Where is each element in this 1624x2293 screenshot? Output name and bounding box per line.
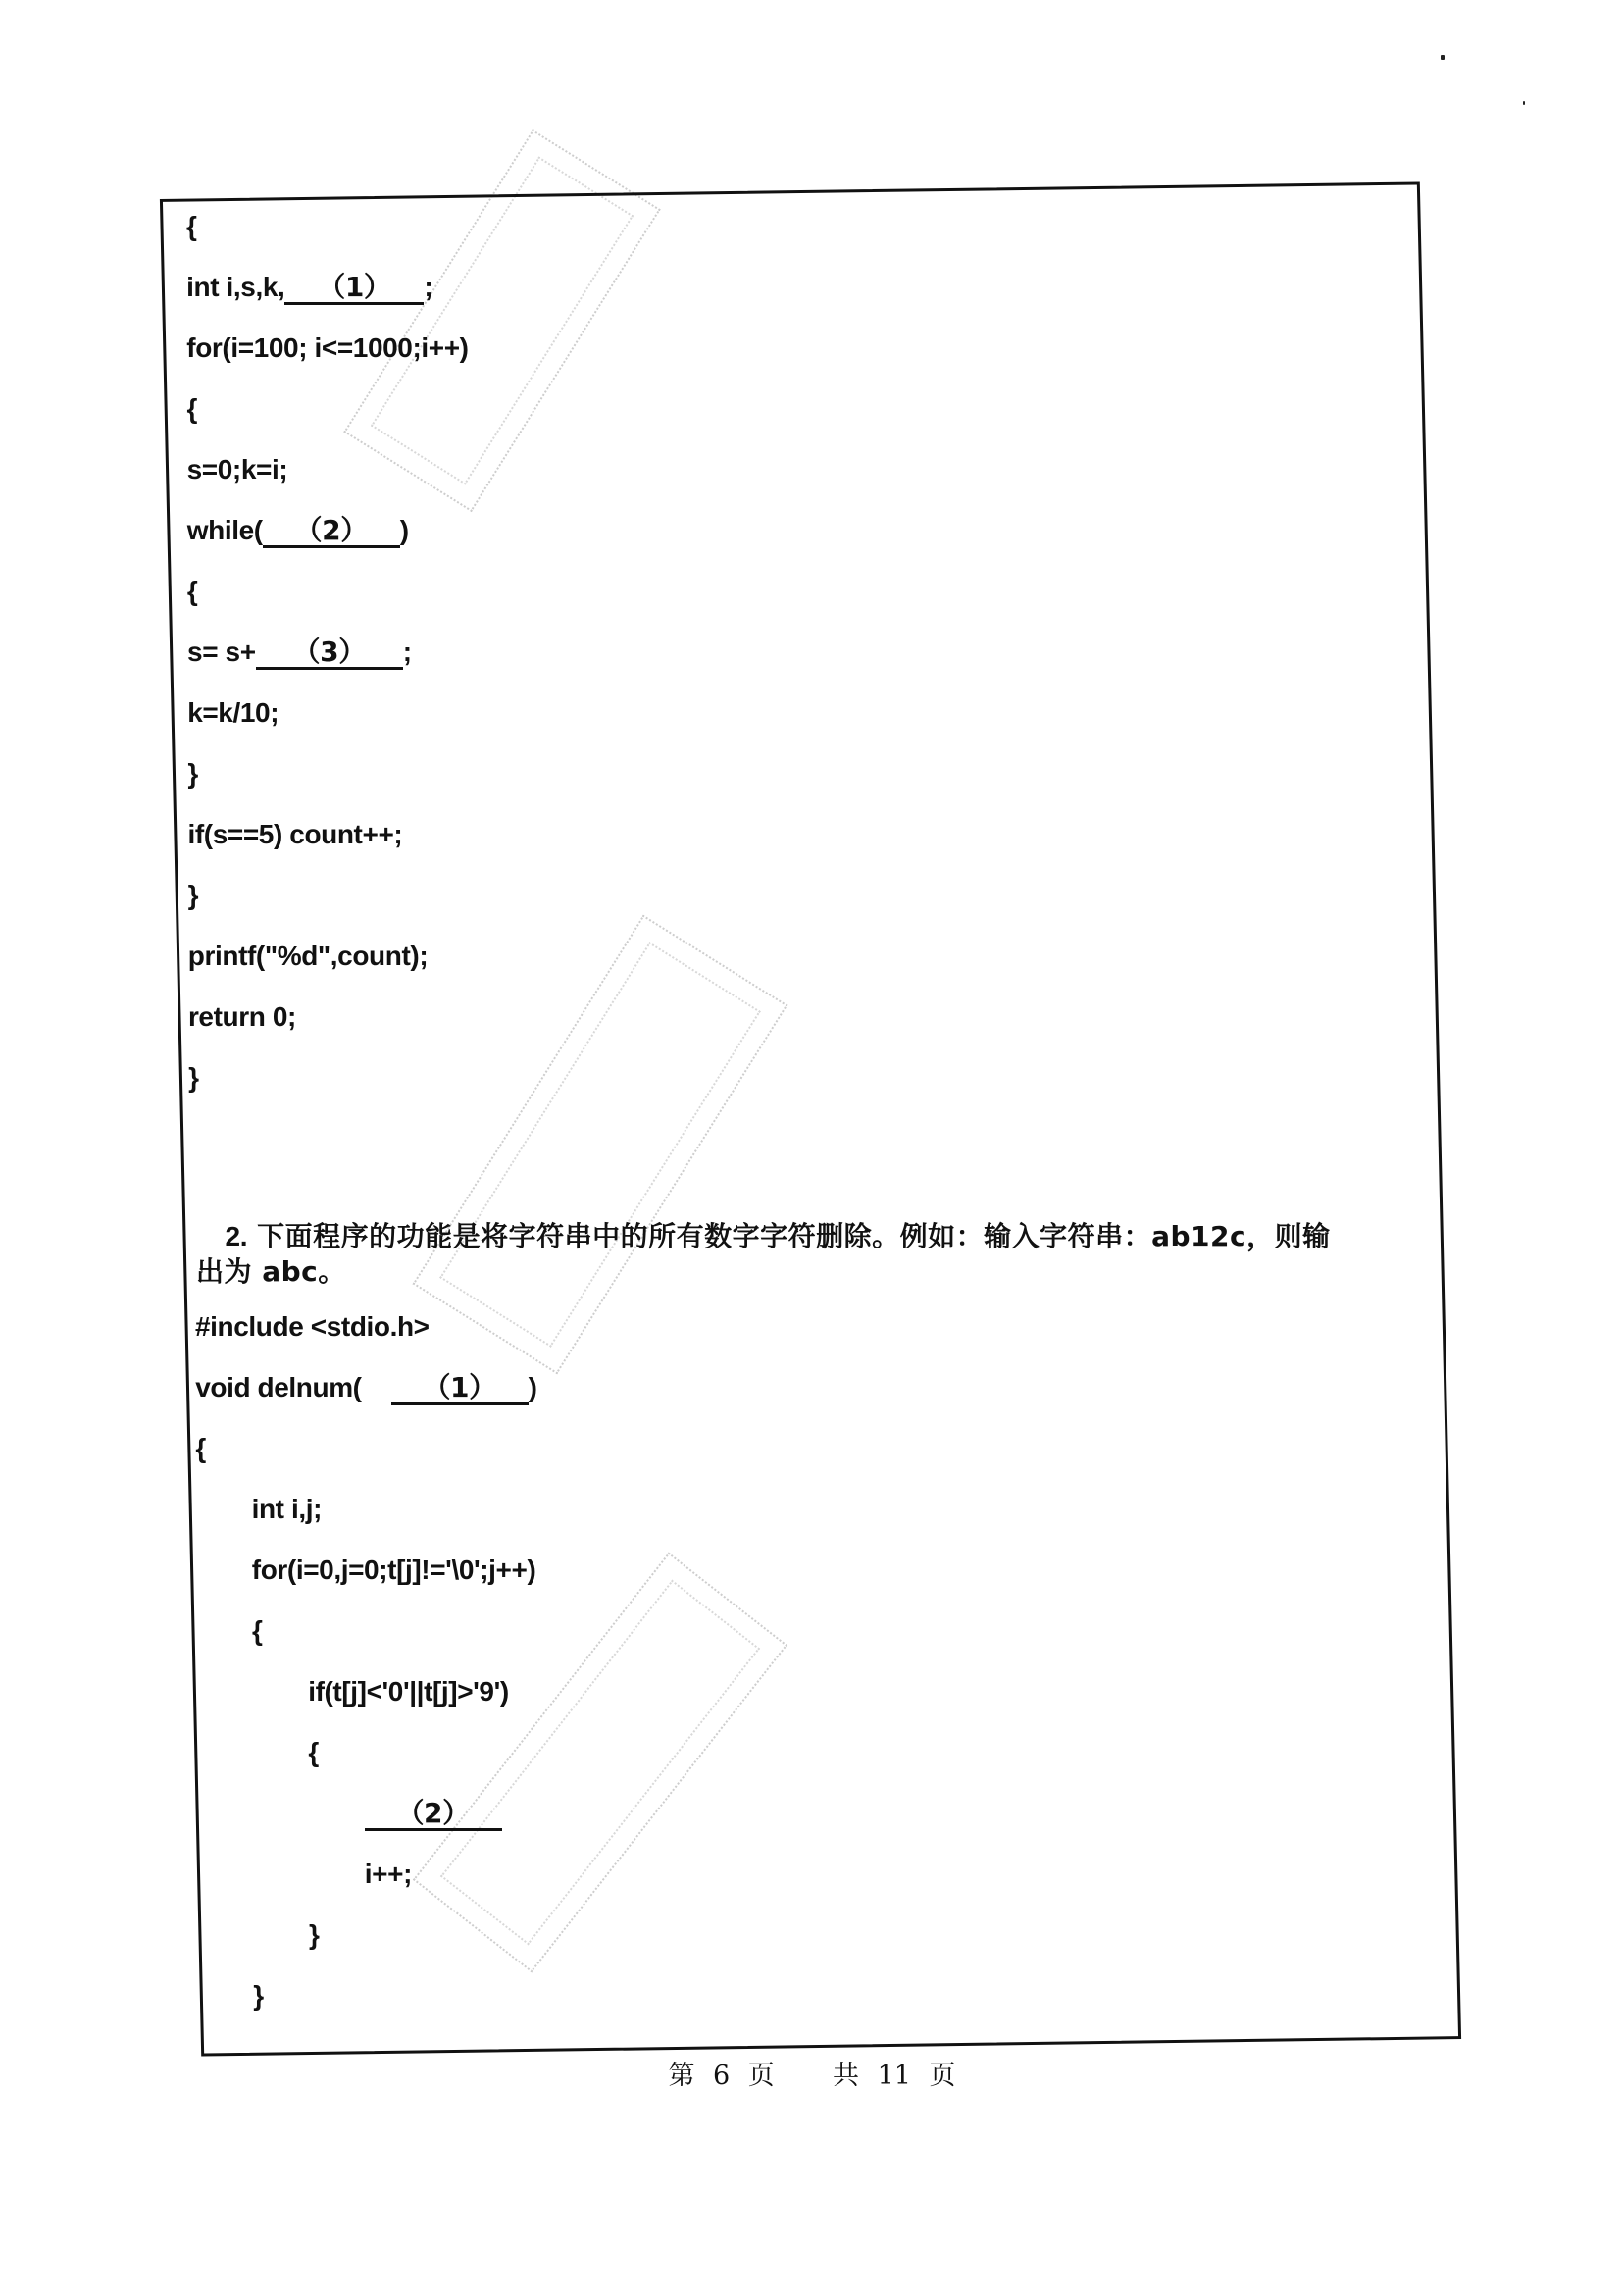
fill-in-blank[interactable]: （2）	[365, 1799, 502, 1831]
code-text: {	[252, 1615, 263, 1646]
question-2-prompt-line1	[196, 1187, 1331, 1287]
code-text: #include <stdio.h>	[195, 1311, 430, 1342]
code-line	[186, 392, 197, 426]
code-line	[365, 1858, 412, 1891]
code-text: }	[187, 880, 199, 910]
question-prompt-text: 下面程序的功能是将字符串中的所有数字字符删除。例如：输入字符串：ab12c，则输	[257, 1220, 1331, 1252]
code-line	[187, 575, 198, 608]
code-line	[188, 1061, 199, 1095]
scan-speck	[1523, 101, 1525, 105]
code-line	[365, 1797, 502, 1831]
code-text: s=0;k=i;	[186, 454, 288, 484]
fill-in-blank[interactable]: （1）	[284, 273, 424, 305]
code-line	[187, 636, 412, 670]
question-number: 2.	[225, 1221, 248, 1251]
code-line	[187, 514, 409, 548]
code-line	[252, 1493, 322, 1526]
code-text: s= s+	[187, 637, 256, 667]
code-text-after-blank: ;	[402, 637, 412, 667]
code-text: {	[186, 211, 197, 241]
code-text: }	[253, 1980, 264, 2011]
page-number: 第 6 页	[668, 2061, 775, 2091]
code-line	[187, 757, 198, 790]
code-text: {	[186, 393, 197, 424]
page-footer	[0, 2054, 1624, 2092]
code-text: for(i=0,j=0;t[j]!='\0';j++)	[251, 1554, 536, 1585]
code-text: int i,s,k,	[186, 272, 285, 302]
code-line	[308, 1736, 319, 1769]
fill-in-blank[interactable]: （1）	[391, 1373, 529, 1405]
code-line	[195, 1432, 206, 1465]
code-text: }	[188, 1062, 199, 1093]
code-line	[188, 1000, 296, 1034]
code-line	[188, 940, 428, 973]
code-text-after-blank: )	[399, 515, 409, 545]
code-line	[188, 818, 403, 851]
code-text: }	[309, 1919, 320, 1950]
code-text: for(i=100; i<=1000;i++)	[186, 332, 469, 363]
scan-speck	[1441, 55, 1445, 60]
code-line	[253, 1979, 264, 2013]
code-text: printf("%d",count);	[187, 941, 429, 971]
page-total: 共 11 页	[833, 2061, 956, 2091]
question-2-prompt-line2: 出为 abc。	[196, 1255, 346, 1288]
code-line	[186, 331, 468, 365]
code-line	[252, 1554, 536, 1587]
code-line	[186, 210, 197, 243]
code-text: {	[186, 576, 198, 606]
fill-in-blank[interactable]: （2）	[263, 516, 400, 548]
code-text: i++;	[364, 1859, 413, 1889]
fill-in-blank[interactable]: （3）	[256, 637, 403, 670]
code-line	[188, 879, 199, 912]
code-text: {	[195, 1433, 206, 1463]
code-text: {	[308, 1737, 319, 1767]
code-line	[309, 1918, 320, 1952]
code-text: void delnum(	[195, 1372, 362, 1402]
code-text: if(s==5) count++;	[187, 819, 403, 849]
code-line	[195, 1310, 430, 1344]
code-line	[186, 271, 432, 305]
code-text: if(t[j]<'0'||t[j]>'9')	[308, 1676, 509, 1707]
code-line	[195, 1371, 536, 1405]
code-text: k=k/10;	[187, 697, 279, 728]
question-frame	[160, 181, 1461, 2056]
code-line	[187, 696, 279, 730]
code-line	[308, 1675, 509, 1708]
code-text: while(	[186, 515, 263, 545]
code-text-after-blank: )	[528, 1372, 537, 1402]
code-line	[252, 1614, 263, 1648]
code-text: return 0;	[187, 1001, 296, 1032]
code-text-after-blank: ;	[424, 272, 433, 302]
code-text: }	[187, 758, 198, 789]
code-line	[187, 453, 288, 486]
code-text: int i,j;	[251, 1494, 323, 1524]
